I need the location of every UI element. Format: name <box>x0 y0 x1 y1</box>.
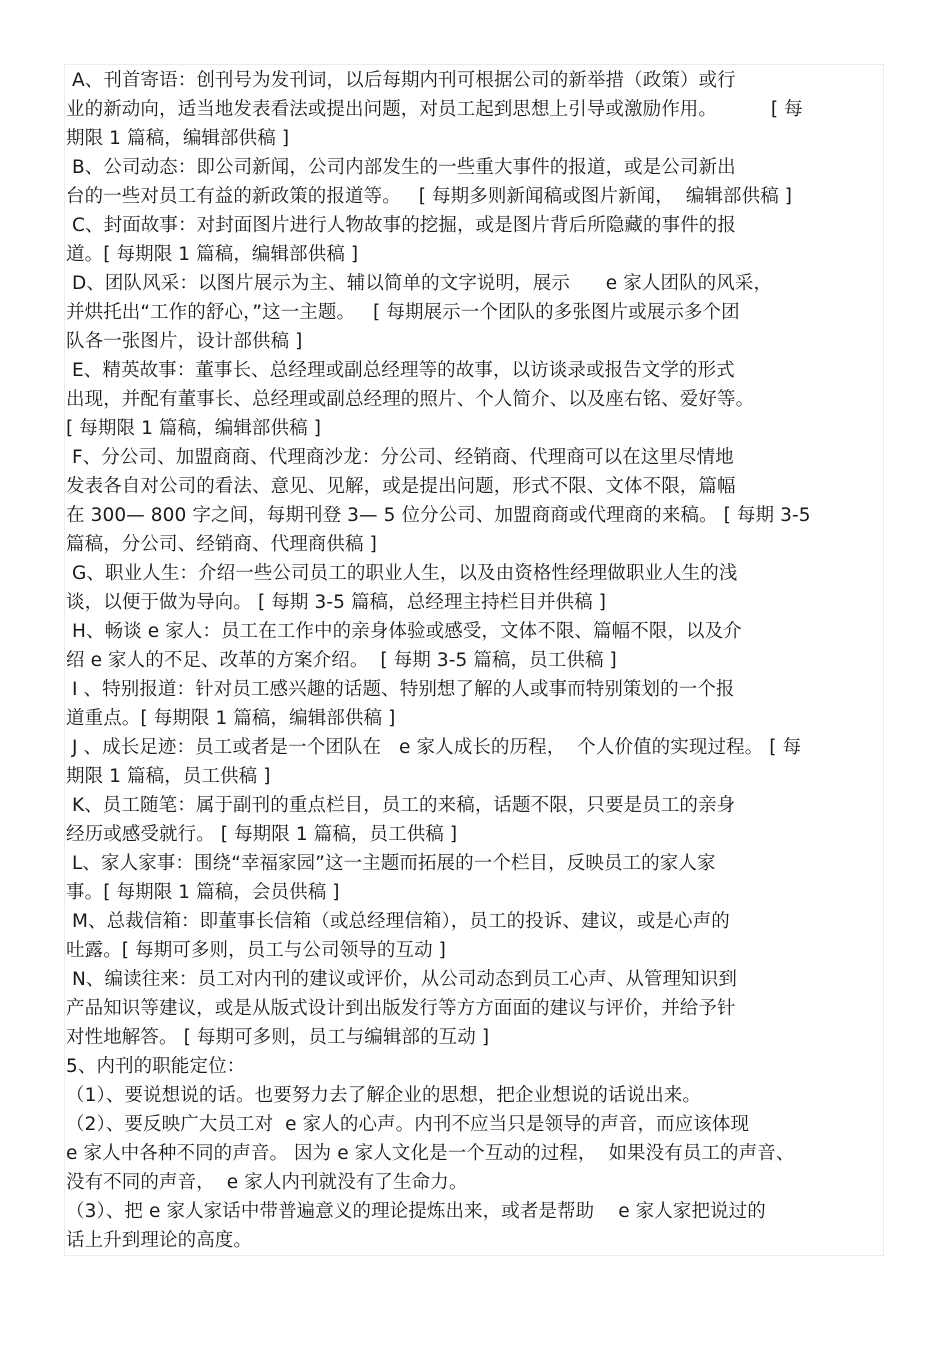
text-line: C、封面故事：对封面图片进行人物故事的挖掘，或是图片背后所隐藏的事件的报 <box>66 215 737 236</box>
text-line: 绍 e 家人的不足、改革的方案介绍。 [ 每期 3-5 篇稿，员工供稿 ] <box>66 650 617 671</box>
text-line: [ 每期限 1 篇稿，编辑部供稿 ] <box>66 418 322 439</box>
text-line: J 、成长足迹：员工或者是一个团队在 e 家人成长的历程， 个人价值的实现过程。 [ 每 <box>66 737 802 758</box>
text-line: 发表各自对公司的看法、意见、见解，或是提出问题，形式不限、文体不限，篇幅 <box>66 476 736 497</box>
text-line: 道。[ 每期限 1 篇稿，编辑部供稿 ] <box>66 244 359 265</box>
text-line: （1）、要说想说的话。也要努力去了解企业的思想，把企业想说的话说出来。 <box>66 1085 702 1106</box>
text-line: 期限 1 篇稿，员工供稿 ] <box>66 766 271 787</box>
text-line: 队各一张图片，设计部供稿 ] <box>66 331 303 352</box>
text-line: 事。[ 每期限 1 篇稿，会员供稿 ] <box>66 882 340 903</box>
text-line: B、公司动态：即公司新闻，公司内部发生的一些重大事件的报道，或是公司新出 <box>66 157 736 178</box>
text-line: H、畅谈 e 家人：员工在工作中的亲身体验或感受，文体不限、篇幅不限，以及介 <box>66 621 742 642</box>
text-line: （3）、把 e 家人家话中带普遍意义的理论提炼出来，或者是帮助 e 家人家把说过的 <box>66 1201 766 1222</box>
text-line: L、家人家事：围绕“幸福家园”这一主题而拓展的一个栏目，反映员工的家人家 <box>66 853 716 874</box>
text-line: 话上升到理论的高度。 <box>66 1230 253 1251</box>
text-line: 谈，以便于做为导向。 [ 每期 3-5 篇稿，总经理主持栏目并供稿 ] <box>66 592 607 613</box>
text-line: A、刊首寄语：创刊号为发刊词，以后每期内刊可根据公司的新举措（政策）或行 <box>66 70 736 91</box>
text-line: F、分公司、加盟商商、代理商沙龙：分公司、经销商、代理商可以在这里尽情地 <box>66 447 734 468</box>
text-line: 没有不同的声音， e 家人内刊就没有了生命力。 <box>66 1172 468 1193</box>
text-line: （2）、要反映广大员工对 e 家人的心声。内刊不应当只是领导的声音，而应该体现 <box>66 1114 750 1135</box>
text-line: G、职业人生：介绍一些公司员工的职业人生，以及由资格性经理做职业人生的浅 <box>66 563 738 584</box>
section-heading: 5、内刊的职能定位： <box>66 1056 246 1077</box>
text-line: 篇稿，分公司、经销商、代理商供稿 ] <box>66 534 377 555</box>
text-line: 经历或感受就行。 [ 每期限 1 篇稿，员工供稿 ] <box>66 824 458 845</box>
text-line: 吐露。[ 每期可多则，员工与公司领导的互动 ] <box>66 940 446 961</box>
text-line: 台的一些对员工有益的新政策的报道等。 [ 每期多则新闻稿或图片新闻， 编辑部供稿 ] <box>66 186 793 207</box>
text-line: D、团队风采：以图片展示为主、辅以简单的文字说明，展示 e 家人团队的风采， <box>66 273 773 294</box>
text-line: 道重点。[ 每期限 1 篇稿，编辑部供稿 ] <box>66 708 396 729</box>
text-line: 出现，并配有董事长、总经理或副总经理的照片、个人简介、以及座右铭、爱好等。 <box>66 389 755 410</box>
text-line: 并烘托出“工作的舒心，”这一主题。 [ 每期展示一个团队的多张图片或展示多个团 <box>66 302 740 323</box>
document-body <box>66 66 884 1255</box>
text-line: N、编读往来：员工对内刊的建议或评价，从公司动态到员工心声、从管理知识到 <box>66 969 737 990</box>
text-line: I 、特别报道：针对员工感兴趣的话题、特别想了解的人或事而特别策划的一个报 <box>66 679 735 700</box>
text-line: 产品知识等建议，或是从版式设计到出版发行等方方面面的建议与评价，并给予针 <box>66 998 736 1019</box>
text-line: e 家人中各种不同的声音。 因为 e 家人文化是一个互动的过程， 如果没有员工的声音、 <box>66 1143 795 1164</box>
text-line: M、总裁信箱：即董事长信箱（或总经理信箱），员工的投诉、建议，或是心声的 <box>66 911 730 932</box>
text-line: 业的新动向，适当地发表看法或提出问题，对员工起到思想上引导或激励作用。 [ 每 <box>66 99 803 120</box>
text-line: 对性地解答。 [ 每期可多则，员工与编辑部的互动 ] <box>66 1027 490 1048</box>
text-line: 在 300— 800 字之间，每期刊登 3— 5 位分公司、加盟商商或代理商的来稿。 [ 每期 3-5 <box>66 505 811 526</box>
text-line: 期限 1 篇稿，编辑部供稿 ] <box>66 128 290 149</box>
text-line: E、精英故事：董事长、总经理或副总经理等的故事，以访谈录或报告文学的形式 <box>66 360 735 381</box>
text-line: K、员工随笔：属于副刊的重点栏目，员工的来稿，话题不限，只要是员工的亲身 <box>66 795 736 816</box>
